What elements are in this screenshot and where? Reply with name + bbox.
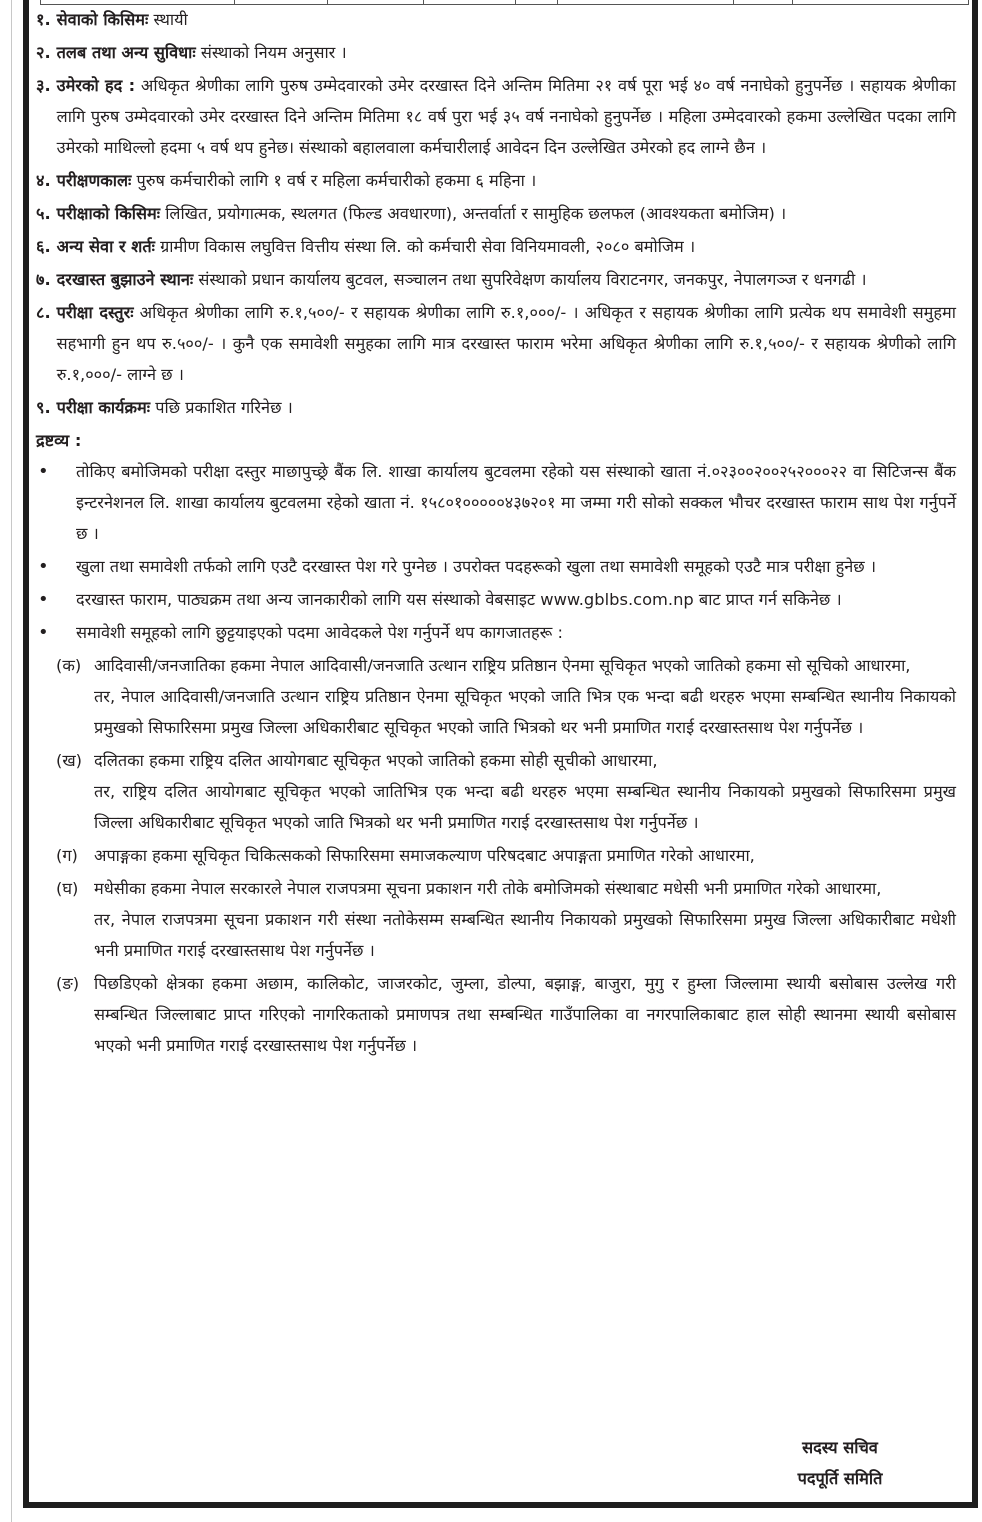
sub-item [56, 745, 956, 838]
item-body [57, 165, 956, 196]
item-text: पछि प्रकाशित गरिनेछ । [150, 398, 293, 417]
sub-item-paragraph: तर, नेपाल आदिवासी/जनजाति उत्थान राष्ट्रिय प्रतिष्ठान ऐनमा सूचिकृत भएको जाति भित्र एक भन्दा बढी थरहरु भएमा सम्बन्धित स्थानीय निकायको प्रमुखको सिफारिसमा प्रमुख जिल्ला अधिकारीबाट सूचिकृत भएको जाति भित्रको थर भनी प्रमाणित गराई दरखास्तसाथ पेश गर्नुपर्नेछ । [94, 687, 956, 737]
sub-item-paragraph: अपाङ्गका हकमा सूचिकृत चिकित्सकको सिफारिसमा समाजकल्याण परिषदबाट अपाङ्गता प्रमाणित गरेको आधारमा, [94, 846, 755, 865]
item-label: सेवाको किसिमः [56, 10, 149, 29]
item-text: संस्थाको प्रधान कार्यालय बुटवल, सञ्चालन तथा सुपरिवेक्षण कार्यालय विराटनगर, जनकपुर, नेपालगञ्ज र धनगढी । [193, 270, 867, 289]
item-text: लिखित, प्रयोगात्मक, स्थलगत (फिल्ड अवधारणा), अन्तर्वार्ता र सामुहिक छलफल (आवश्यकता बमोजिम) । [160, 204, 787, 223]
item-body [57, 231, 956, 262]
item-label: उमेरको हद : [56, 76, 136, 95]
sub-item-paragraph: तर, नेपाल राजपत्रमा सूचना प्रकाशन गरी संस्था नतोकेसम्म सम्बन्धित स्थानीय निकायको प्रमुखको सिफारिसमा प्रमुख जिल्ला अधिकारीबाट मधेशी भनी प्रमाणित गराई दरखास्तसाथ पेश गर्नुपर्नेछ । [94, 910, 956, 960]
item-number: ८. [36, 303, 51, 322]
item-text: संस्थाको नियम अनुसार । [195, 43, 347, 62]
bullet-text: तोकिए बमोजिमको परीक्षा दस्तुर माछापुच्छ्रे बैंक लि. शाखा कार्यालय बुटवलमा रहेको यस संस्थाको खाता नं.०२३००२००२५२०००२२ वा सिटिजन्स बैंक इन्टरनेशनल लि. शाखा कार्यालय बुटवलमा रहेको खाता नं. १५८०१०००००४३७२०१ मा जम्मा गरी सोको सक्कल भौचर दरखास्त फाराम साथ पेश गर्नुपर्ने छ । [76, 462, 956, 543]
sub-item [56, 873, 956, 966]
notice-item [36, 198, 956, 229]
notice-item [36, 70, 956, 163]
item-body [57, 37, 956, 68]
signature-committee: पदपूर्ति समिति [797, 1469, 883, 1488]
item-number: ६. [36, 237, 51, 256]
notice-item [36, 37, 956, 68]
signature-block [740, 1432, 940, 1494]
item-number: १. [36, 10, 51, 29]
bullet-icon: • [38, 461, 49, 482]
sub-item-paragraph: मधेसीका हकमा नेपाल सरकारले नेपाल राजपत्रमा सूचना प्रकाशन गरी तोके बमोजिमको संस्थाबाट मधेसी भनी प्रमाणित गरेको आधारमा, [94, 879, 882, 898]
item-number: ५. [36, 204, 51, 223]
item-body [57, 392, 956, 423]
sub-item-body [94, 650, 956, 743]
item-label: तलब तथा अन्य सुविधाः [56, 43, 196, 62]
sub-item [56, 650, 956, 743]
sub-item-body [94, 873, 956, 966]
item-body [57, 264, 956, 295]
sub-item-tag: (घ) [56, 879, 79, 898]
item-text: स्थायी [148, 10, 188, 29]
sub-item-paragraph: पिछडिएको क्षेत्रका हकमा अछाम, कालिकोट, जाजरकोट, जुम्ला, डोल्पा, बझाङ्ग, बाजुरा, मुगु र हुम्ला जिल्लामा स्थायी बसोबास उल्लेख गरी सम्बन्धित जिल्लाबाट प्राप्त गरिएको नागरिकताको प्रमाणपत्र तथा सम्बन्धित गाउँपालिका वा नगरपालिकाबाट हाल सोही स्थानमा स्थायी बसोबास भएको भनी प्रमाणित गराई दरखास्तसाथ पेश गर्नुपर्नेछ । [94, 974, 956, 1055]
notice-item [36, 264, 956, 295]
notice-content [36, 4, 956, 1063]
item-number: ७. [36, 270, 51, 289]
bullet-icon: • [38, 589, 49, 610]
item-number: ४. [36, 171, 51, 190]
item-body [57, 70, 956, 163]
note-bullet [36, 551, 956, 582]
sub-item-tag: (ग) [56, 846, 78, 865]
item-label: परीक्षा कार्यक्रमः [56, 398, 151, 417]
sub-item-body [94, 968, 956, 1061]
signature-title: सदस्य सचिव [802, 1438, 878, 1457]
bullet-text: समावेशी समूहको लागि छुट्टयाइएको पदमा आवेदकले पेश गर्नुपर्ने थप कागजातहरू : [76, 623, 563, 642]
sub-item-tag: (ख) [56, 751, 83, 770]
notice-item [36, 165, 956, 196]
item-label: परीक्षाको किसिमः [56, 204, 161, 223]
notice-item [36, 231, 956, 262]
item-body [57, 297, 956, 390]
item-number: २. [36, 43, 51, 62]
page-edge-line [11, 0, 12, 1522]
item-label: अन्य सेवा र शर्तः [56, 237, 155, 256]
sub-item-paragraph: आदिवासी/जनजातिका हकमा नेपाल आदिवासी/जनजाति उत्थान राष्ट्रिय प्रतिष्ठान ऐनमा सूचिकृत भएको जातिको हकमा सो सूचिको आधारमा, [94, 656, 911, 675]
item-text: ग्रामीण विकास लघुवित्त वित्तीय संस्था लि. को कर्मचारी सेवा विनियमावली, २०८० बमोजिम । [154, 237, 696, 256]
note-bullet [36, 584, 956, 615]
note-bullet [36, 456, 956, 549]
sub-item-tag: (ङ) [56, 974, 80, 993]
item-number: ३. [36, 76, 51, 95]
sub-item-paragraph: दलितका हकमा राष्ट्रिय दलित आयोगबाट सूचिकृत भएको जातिको हकमा सोही सूचीको आधारमा, [94, 751, 658, 770]
notice-item [36, 4, 956, 35]
sub-item [56, 968, 956, 1061]
item-label: परीक्षणकालः [56, 171, 132, 190]
sub-item [56, 840, 956, 871]
sub-item-paragraph: तर, राष्ट्रिय दलित आयोगबाट सूचिकृत भएको जातिभित्र एक भन्दा बढी थरहरु भएमा सम्बन्धित स्थानीय निकायको प्रमुखको सिफारिसमा प्रमुख जिल्ला अधिकारीबाट सूचिकृत भएको जाति भित्रको थर भनी प्रमाणित गराई दरखास्तसाथ पेश गर्नुपर्नेछ । [94, 782, 956, 832]
item-label: दरखास्त बुझाउने स्थानः [56, 270, 194, 289]
sub-item-tag: (क) [56, 656, 82, 675]
note-bullet [36, 617, 956, 648]
notice-item [36, 297, 956, 390]
item-label: परीक्षा दस्तुरः [56, 303, 134, 322]
item-text: अधिकृत श्रेणीका लागि रु.१,५००/- र सहायक श्रेणीका लागि रु.१,०००/- । अधिकृत र सहायक श्रेणीका लागि प्रत्येक थप समावेशी समुहमा सहभागी हुन थप रु.५००/- । कुनै एक समावेशी समुहका लागि मात्र दरखास्त फाराम भरेमा अधिकृत श्रेणीका लागि रु.१,५००/- र सहायक श्रेणीको लागि रु.१,०००/- लाग्ने छ । [56, 303, 956, 384]
notice-item [36, 392, 956, 423]
bullet-text: खुला तथा समावेशी तर्फको लागि एउटै दरखास्त पेश गरे पुग्नेछ । उपरोक्त पदहरूको खुला तथा समावेशी समूहको एउटै मात्र परीक्षा हुनेछ । [76, 557, 877, 576]
item-body [57, 4, 956, 35]
sub-item-body [94, 840, 956, 871]
item-body [57, 198, 956, 229]
item-text: पुरुष कर्मचारीको लागि १ वर्ष र महिला कर्मचारीको हकमा ६ महिना । [131, 171, 537, 190]
bullet-text: दरखास्त फाराम, पाठ्यक्रम तथा अन्य जानकारीको लागि यस संस्थाको वेबसाइट www.gblbs.com.np बाट प्राप्त गर्न सकिनेछ । [76, 590, 842, 609]
sub-item-body [94, 745, 956, 838]
item-number: ९. [36, 398, 51, 417]
notes-heading: द्रष्टव्य : [36, 431, 82, 450]
bullet-icon: • [38, 556, 49, 577]
item-text: अधिकृत श्रेणीका लागि पुरुष उम्मेदवारको उमेर दरखास्त दिने अन्तिम मितिमा २१ वर्ष पूरा भई ४० वर्ष ननाघेको हुनुपर्नेछ । सहायक श्रेणीका लागि पुरुष उम्मेदवारको उमेर दरखास्त दिने अन्तिम मितिमा १८ वर्ष पुरा भई ३५ वर्ष ननाघेको हुनुपर्नेछ । महिला उम्मेदवारको हकमा उल्लेखित पदका लागि उमेरको माथिल्लो हदमा ५ वर्ष थप हुनेछ। संस्थाको बहालवाला कर्मचारीलाई आवेदन दिन उल्लेखित उमेरको हद लाग्ने छैन । [56, 76, 956, 157]
bullet-icon: • [38, 622, 49, 643]
